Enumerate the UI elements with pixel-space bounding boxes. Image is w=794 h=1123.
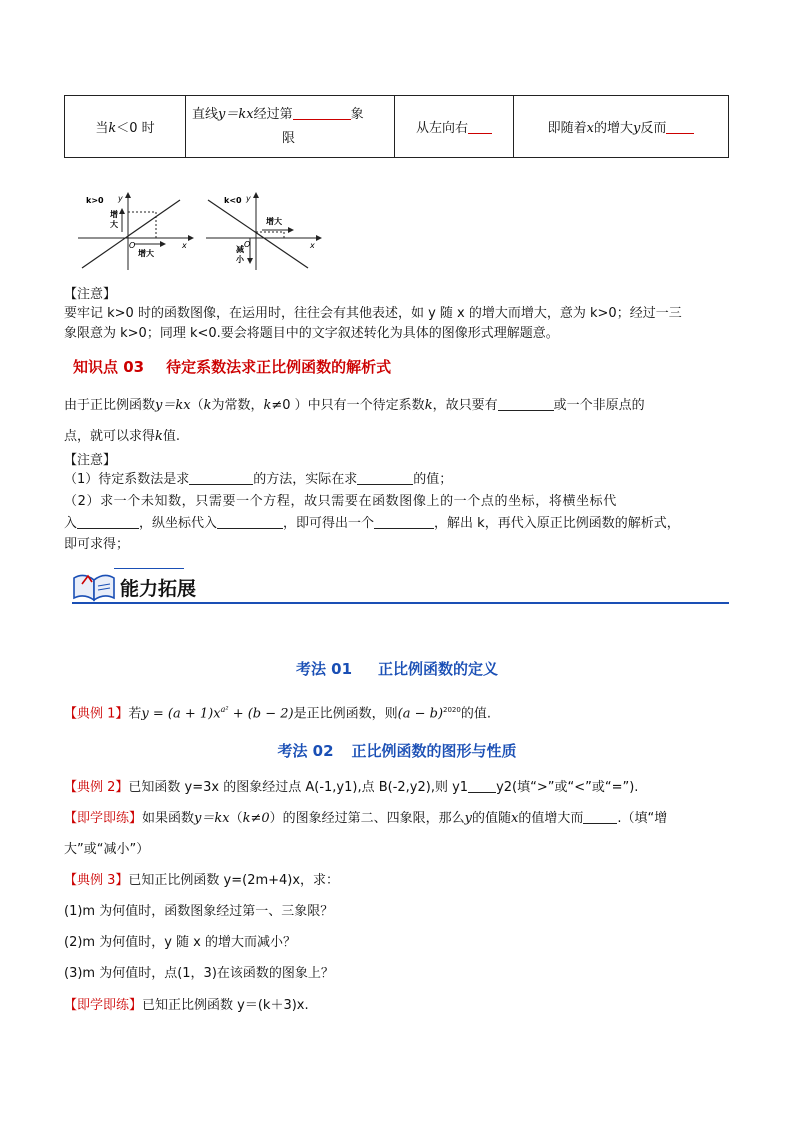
var-y: y [633, 121, 641, 136]
text: （ [190, 398, 204, 413]
var-y: y [464, 811, 473, 826]
increase-label: 大 [110, 220, 118, 229]
equation: y＝kx [194, 811, 230, 826]
table-row [65, 96, 729, 158]
method-number: 考法 01 [295, 660, 353, 678]
decrease-label: 减 [236, 245, 244, 254]
cell-text: 反而 [640, 121, 667, 136]
var-x: x [511, 811, 519, 826]
increase-label: 增 [110, 210, 118, 219]
quadrant-cell [186, 96, 395, 158]
note-line: 象限意为 k>0；同理 k<0.要会将题目中的文字叙述转化为具体的图像形式理解题意。 [64, 326, 559, 341]
origin-label: O [129, 241, 136, 250]
practice-1 [64, 809, 729, 829]
text: ，即可得出一个 [283, 516, 375, 531]
graph-k-negative [200, 190, 322, 272]
cell-text: 限 [282, 130, 296, 146]
example-1 [64, 700, 729, 724]
note-text [64, 324, 729, 344]
text: 点，就可以求得 [64, 429, 156, 444]
text: 为常数， [211, 398, 264, 413]
note-text [64, 492, 729, 512]
cell-text: 当 [95, 121, 109, 136]
answer-blank[interactable] [468, 120, 492, 134]
cell-text: 象 [350, 106, 364, 122]
answer-blank[interactable] [666, 120, 694, 134]
cell-text: ＜0 时 [116, 121, 155, 136]
equation: y＝kx [155, 398, 191, 413]
x-axis-label: x [310, 241, 315, 250]
text: ，纵坐标代入 [139, 516, 218, 531]
example-tag: 【典例 1】 [64, 706, 129, 722]
text: ，解出 k，再代入原正比例函数的解析式， [434, 516, 680, 531]
practice-tag: 【即学即练】 [64, 998, 143, 1013]
text: (3)m 为何值时，点(1，3)在该函数的图象上？ [64, 966, 334, 981]
exponent: 2020 [443, 706, 461, 714]
exponent: a² [220, 705, 229, 714]
practice-2 [64, 996, 729, 1016]
book-icon [70, 568, 118, 602]
y-axis-label: y [246, 194, 251, 203]
note-label: 【注意】 [64, 287, 117, 302]
text: 的值增大而 [518, 811, 584, 826]
equation: y＝kx [218, 106, 254, 122]
answer-blank[interactable] [293, 106, 351, 120]
paragraph-line [64, 427, 729, 447]
equation: y = (a + 1)x [141, 706, 221, 722]
practice-1-cont [64, 840, 729, 860]
text: (2)m 为何值时，y 随 x 的增大而减小？ [64, 935, 296, 950]
question-2 [64, 933, 729, 953]
note-label: 【注意】 [64, 453, 117, 468]
text: ）的图象经过第二、四象限，那么 [269, 811, 465, 826]
text: 的方法，实际在求 [253, 472, 358, 487]
method-title: 正比例函数的图形与性质 [351, 742, 517, 760]
practice-tag: 【即学即练】 [64, 811, 143, 826]
answer-blank[interactable] [217, 515, 283, 529]
text: 或一个非原点的 [553, 398, 645, 413]
note-heading [64, 285, 729, 305]
condition: k≠0 [242, 811, 270, 826]
text: 若 [128, 706, 142, 722]
note-text [64, 304, 729, 324]
cell-text: 从左向右 [415, 121, 468, 136]
text: ，故只要有 [432, 398, 498, 413]
increase-label: 增大 [266, 217, 282, 226]
example-2 [64, 778, 729, 798]
graph-k-label: k>0 [86, 196, 104, 205]
text: 如果函数 [142, 811, 195, 826]
text: 即可求得； [64, 537, 130, 552]
cell-text: 经过第 [253, 106, 293, 122]
graph-k-positive [72, 190, 194, 272]
note-text [64, 535, 729, 555]
cell-text: 即随着 [547, 121, 587, 136]
note-text [64, 514, 729, 534]
var-k: k [203, 398, 212, 413]
var-x: x [586, 121, 594, 136]
var-k: k [424, 398, 433, 413]
y-axis-label: y [118, 194, 123, 203]
paragraph-line [64, 396, 729, 416]
text: 的值随 [472, 811, 512, 826]
section-rule [72, 602, 729, 604]
example-3 [64, 871, 729, 891]
trend-cell [514, 96, 729, 158]
text: ≠0 ）中只有一个待定系数 [271, 398, 425, 413]
text: 由于正比例函数 [64, 398, 156, 413]
equation: + (b − 2) [228, 706, 294, 722]
note-line: 要牢记 k>0 时的函数图像，在运用时，往往会有其他表述，如 y 随 x 的增大而增大，意为 k>0；经过一三 [64, 306, 682, 321]
var-k: k [155, 429, 163, 444]
method-heading [0, 740, 794, 761]
method-title: 正比例函数的定义 [378, 660, 499, 678]
knowledge-point-heading [73, 356, 391, 377]
text: 已知正比例函数 y=(2m+4)x，求： [128, 873, 340, 888]
answer-blank[interactable] [583, 810, 617, 824]
var-k: k [108, 121, 117, 136]
note-text [64, 470, 729, 490]
answer-blank[interactable] [374, 515, 434, 529]
condition-cell [65, 96, 186, 158]
decrease-label: 小 [236, 255, 244, 264]
question-3 [64, 964, 729, 984]
text: 入 [64, 516, 78, 531]
kp-number: 知识点 03 [73, 358, 145, 376]
equation: (a − b) [397, 706, 444, 722]
answer-blank[interactable] [77, 515, 139, 529]
x-axis-label: x [182, 241, 187, 250]
example-tag: 【典例 2】 [64, 780, 129, 795]
cell-text: 的增大 [593, 121, 633, 136]
text: .（填“增 [617, 811, 668, 826]
var-k: k [263, 398, 272, 413]
kp-title: 待定系数法求正比例函数的解析式 [166, 358, 392, 376]
answer-blank[interactable] [189, 471, 253, 485]
method-heading [0, 658, 794, 679]
graph-k-label: k<0 [224, 196, 242, 205]
cell-text: 直线 [192, 106, 219, 122]
question-1 [64, 902, 729, 922]
text: y2(填“>”或“<”或“=”). [496, 780, 639, 795]
text: 值. [162, 429, 181, 444]
text: 已知函数 y=3x 的图象经过点 A(-1,y1),点 B(-2,y2),则 y1 [128, 780, 469, 795]
section-rule-top [114, 568, 184, 570]
answer-blank[interactable] [468, 779, 496, 793]
text: （2）求一个未知数，只需要一个方程，故只需要在函数图像上的一个点的坐标，将横坐标代 [64, 494, 617, 509]
property-table [64, 95, 729, 158]
text: 的值. [460, 706, 491, 722]
text: （ [229, 811, 243, 826]
answer-blank[interactable] [498, 397, 554, 411]
note-heading [64, 451, 729, 471]
answer-blank[interactable] [357, 471, 413, 485]
method-number: 考法 02 [277, 742, 334, 760]
section-header [64, 566, 729, 606]
text: 是正比例函数，则 [293, 706, 398, 722]
origin-label: O [244, 240, 251, 249]
text: 大”或“减小”） [64, 842, 150, 857]
text: (1)m 为何值时，函数图象经过第一、三象限？ [64, 904, 334, 919]
increase-label: 增大 [138, 249, 154, 258]
text: 的值； [413, 472, 453, 487]
text: 已知正比例函数 y＝(k＋3)x. [142, 998, 309, 1013]
section-title: 能力拓展 [120, 578, 197, 600]
direction-cell [395, 96, 514, 158]
text: （1）待定系数法是求 [64, 472, 190, 487]
example-tag: 【典例 3】 [64, 873, 129, 888]
